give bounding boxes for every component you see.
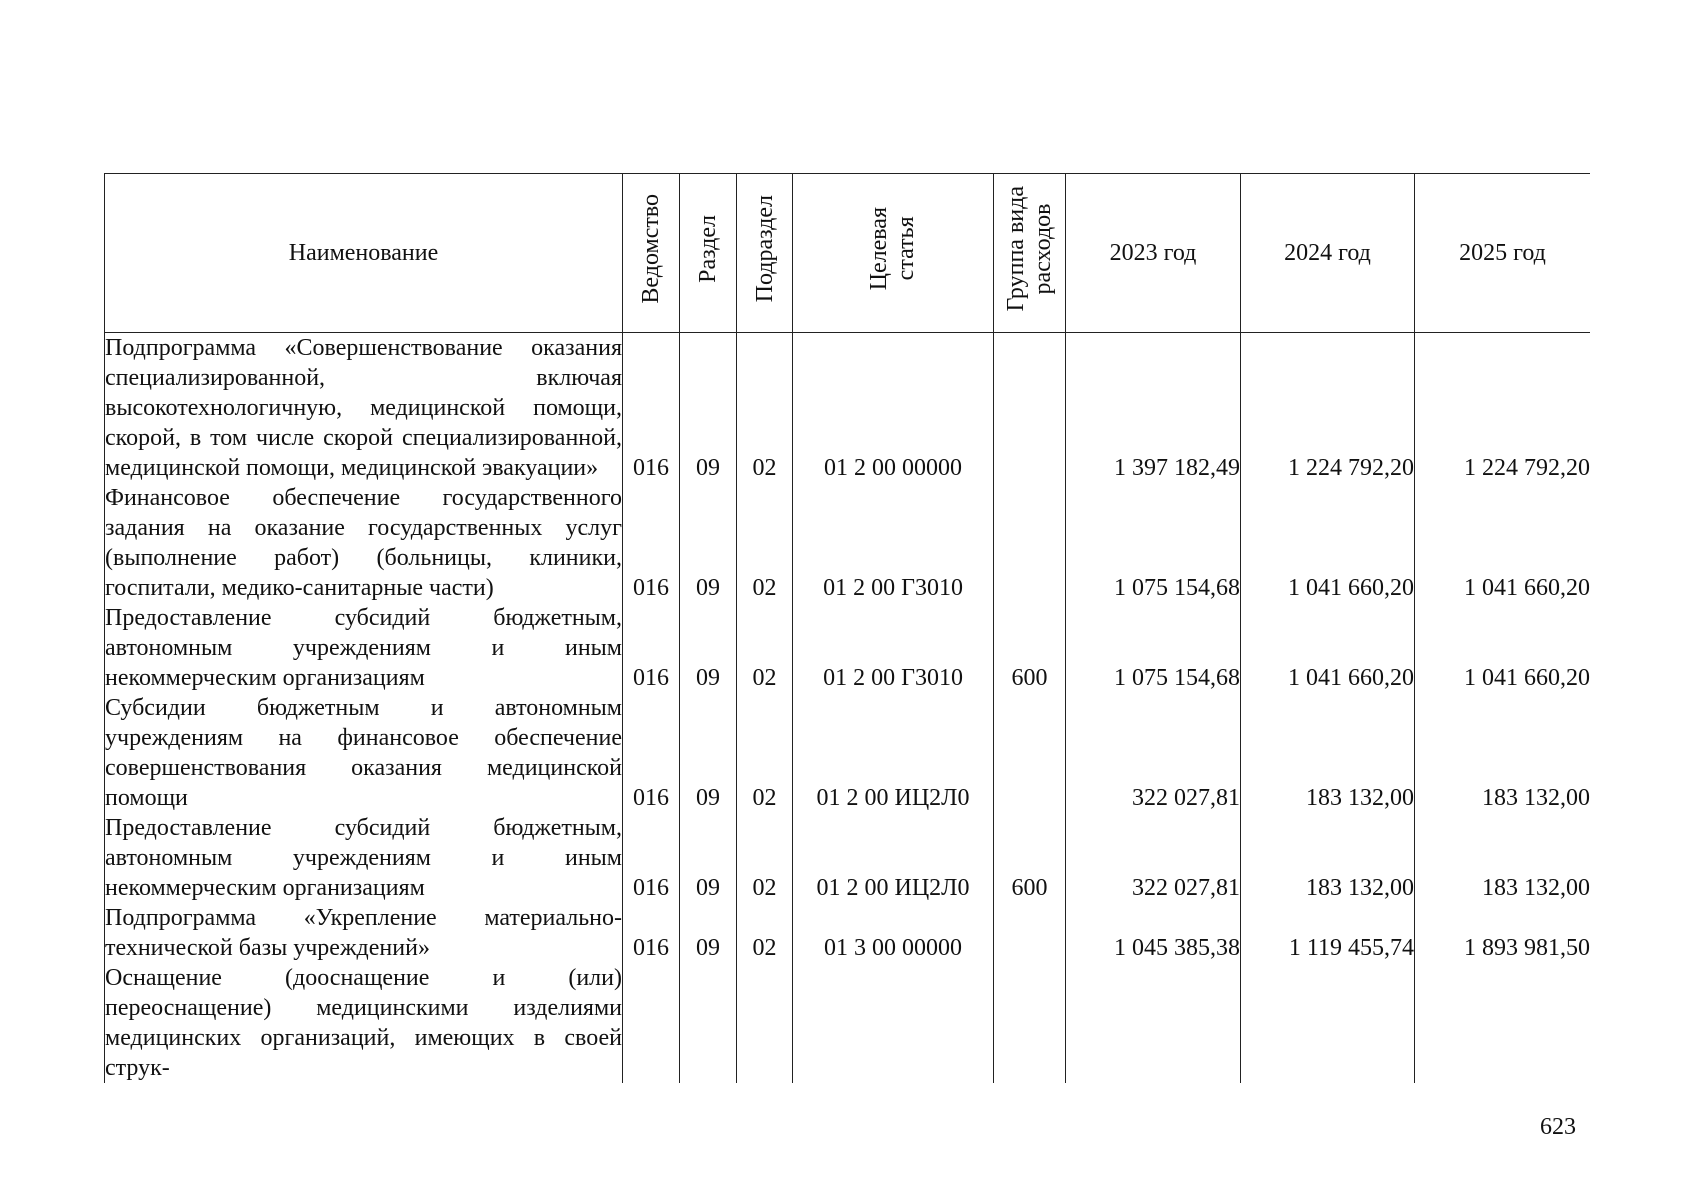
- header-2023: 2023 год: [1066, 174, 1241, 333]
- row-gruppa: [994, 483, 1066, 603]
- row-name: Предоставление субсидий бюджетным, автономным учреждениям и иным некоммерческим организациям: [105, 815, 622, 901]
- header-gruppa-vida-rashodov: Группа вида расходов: [994, 174, 1066, 333]
- row-2025: [1415, 963, 1591, 1083]
- row-2023: 322 027,81: [1066, 693, 1241, 813]
- row-2023: 1 397 182,49: [1066, 333, 1241, 484]
- row-razdel: 09: [680, 903, 737, 963]
- row-podrazdel: 02: [737, 693, 793, 813]
- budget-table-wrapper: [104, 173, 1590, 1097]
- row-podrazdel: [737, 963, 793, 1083]
- row-razdel: 09: [680, 813, 737, 903]
- row-name: Оснащение (дооснащение и (или) переоснащение) медицинскими изделиями медицинских организаций, имеющих в своей струк-: [105, 965, 622, 1081]
- page-number: 623: [1540, 1114, 1576, 1140]
- table-row: [105, 813, 1591, 903]
- row-2025: 183 132,00: [1415, 693, 1591, 813]
- budget-table: [104, 173, 1590, 1083]
- header-vedomstvo: Ведомство: [623, 174, 680, 333]
- row-2024: 1 119 455,74: [1241, 903, 1415, 963]
- row-2025: 1 041 660,20: [1415, 483, 1591, 603]
- table-row: [105, 333, 1591, 484]
- row-tselevaya: 01 2 00 ИЦ2Л0: [793, 813, 994, 903]
- row-podrazdel: 02: [737, 333, 793, 484]
- row-2024: [1241, 963, 1415, 1083]
- header-razdel: Раздел: [680, 174, 737, 333]
- row-2025: 1 224 792,20: [1415, 333, 1591, 484]
- table-row: [105, 603, 1591, 693]
- row-2025: 183 132,00: [1415, 813, 1591, 903]
- row-razdel: 09: [680, 483, 737, 603]
- row-razdel: 09: [680, 603, 737, 693]
- row-2024: 1 041 660,20: [1241, 603, 1415, 693]
- row-2023: 1 045 385,38: [1066, 903, 1241, 963]
- row-tselevaya: 01 2 00 Г3010: [793, 483, 994, 603]
- row-gruppa: [994, 903, 1066, 963]
- row-gruppa: 600: [994, 603, 1066, 693]
- row-razdel: 09: [680, 333, 737, 484]
- row-vedomstvo: 016: [623, 693, 680, 813]
- row-2025: 1 893 981,50: [1415, 903, 1591, 963]
- row-tselevaya: 01 2 00 Г3010: [793, 603, 994, 693]
- row-tselevaya: 01 2 00 ИЦ2Л0: [793, 693, 994, 813]
- row-2023: 1 075 154,68: [1066, 603, 1241, 693]
- row-2025: 1 041 660,20: [1415, 603, 1591, 693]
- row-2024: 1 041 660,20: [1241, 483, 1415, 603]
- row-name: Финансовое обеспечение государственного задания на оказание государственных услуг (выполнение работ) (больницы, клиники, госпитали, медико-санитарные части): [105, 485, 622, 601]
- row-gruppa: [994, 333, 1066, 484]
- table-row: [105, 903, 1591, 963]
- table-header-row: [105, 174, 1591, 333]
- header-2025: 2025 год: [1415, 174, 1591, 333]
- row-2024: 1 224 792,20: [1241, 333, 1415, 484]
- row-gruppa: [994, 963, 1066, 1083]
- row-razdel: [680, 963, 737, 1083]
- row-vedomstvo: 016: [623, 903, 680, 963]
- row-vedomstvo: [623, 963, 680, 1083]
- row-razdel: 09: [680, 693, 737, 813]
- table-row: [105, 693, 1591, 813]
- header-tselevaya-statya: Целевая статья: [793, 174, 994, 333]
- row-tselevaya: 01 2 00 00000: [793, 333, 994, 484]
- row-name: Субсидии бюджетным и автономным учреждениям на финансовое обеспечение совершенствования оказания медицинской помощи: [105, 695, 622, 811]
- table-row: [105, 963, 1591, 1083]
- header-name: Наименование: [105, 174, 623, 333]
- row-name: Предоставление субсидий бюджетным, автономным учреждениям и иным некоммерческим организациям: [105, 605, 622, 691]
- row-podrazdel: 02: [737, 483, 793, 603]
- row-vedomstvo: 016: [623, 603, 680, 693]
- row-2023: [1066, 963, 1241, 1083]
- row-name: Подпрограмма «Укрепление материально-технической базы учреждений»: [105, 905, 622, 961]
- row-name: Подпрограмма «Совершенствование оказания специализированной, включая высокотехнологичную, медицинской помощи, скорой, в том числе скорой специализированной, медицинской помощи, медицинской эвакуации»: [105, 333, 623, 484]
- row-podrazdel: 02: [737, 903, 793, 963]
- row-gruppa: [994, 693, 1066, 813]
- table-row: [105, 483, 1591, 603]
- row-2023: 1 075 154,68: [1066, 483, 1241, 603]
- row-tselevaya: [793, 963, 994, 1083]
- row-podrazdel: 02: [737, 813, 793, 903]
- row-vedomstvo: 016: [623, 813, 680, 903]
- row-vedomstvo: 016: [623, 483, 680, 603]
- row-vedomstvo: 016: [623, 333, 680, 484]
- header-podrazdel: Подраздел: [737, 174, 793, 333]
- row-gruppa: 600: [994, 813, 1066, 903]
- row-podrazdel: 02: [737, 603, 793, 693]
- row-tselevaya: 01 3 00 00000: [793, 903, 994, 963]
- row-2023: 322 027,81: [1066, 813, 1241, 903]
- header-2024: 2024 год: [1241, 174, 1415, 333]
- row-2024: 183 132,00: [1241, 813, 1415, 903]
- row-2024: 183 132,00: [1241, 693, 1415, 813]
